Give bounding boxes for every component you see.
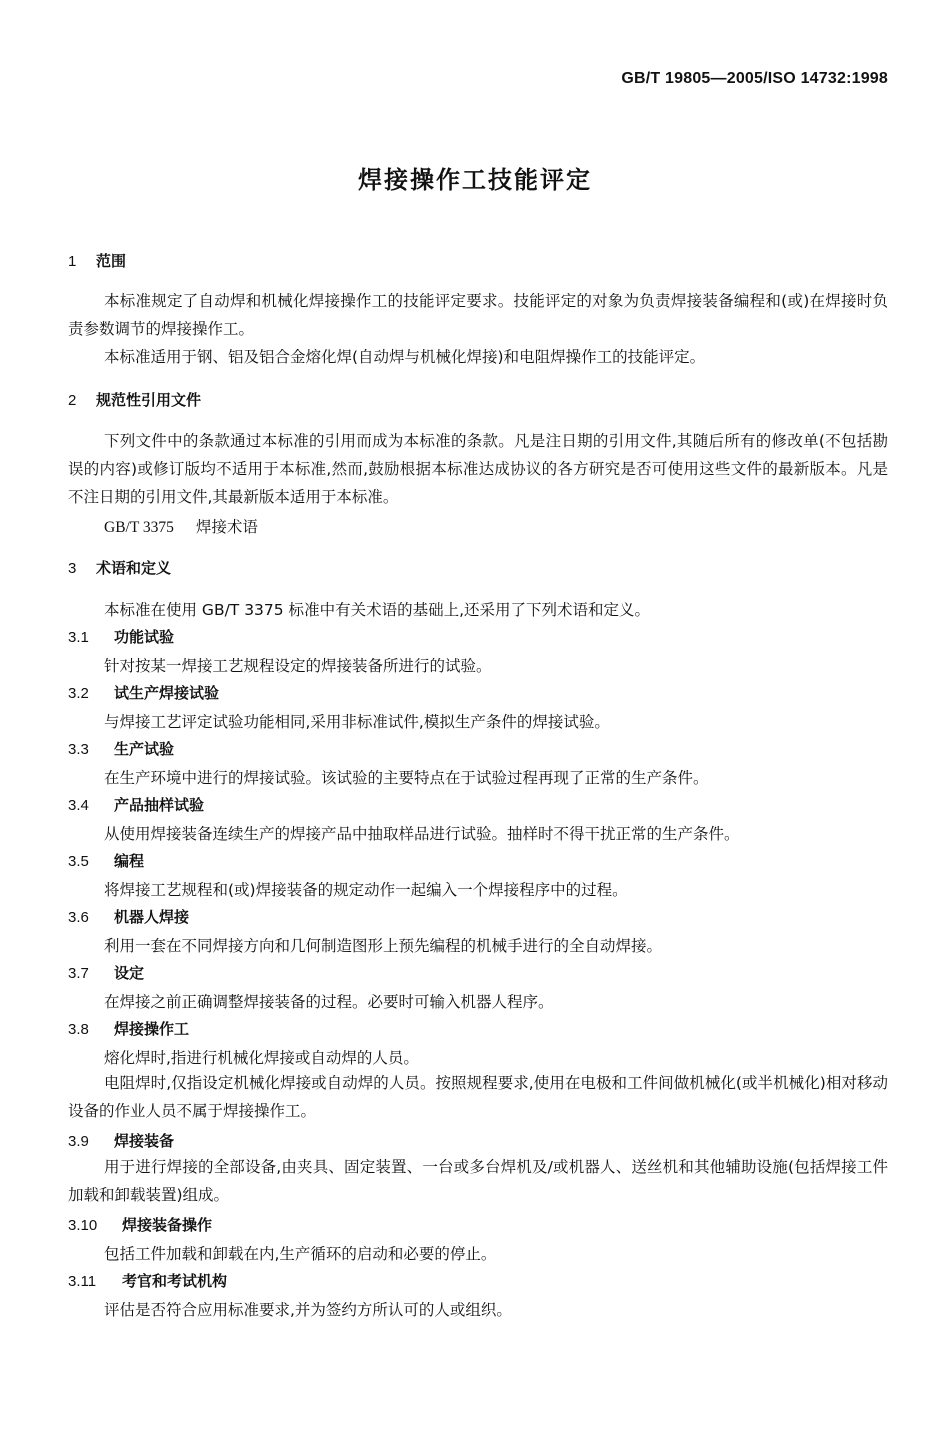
term-3-3-heading bbox=[68, 738, 174, 759]
term-3-7-definition: 在焊接之前正确调整焊接装备的过程。必要时可输入机器人程序。 bbox=[104, 993, 554, 1011]
term-number: 3.4 bbox=[68, 797, 89, 814]
term-3-11-definition: 评估是否符合应用标准要求,并为签约方所认可的人或组织。 bbox=[104, 1301, 512, 1319]
term-3-1-definition: 针对按某一焊接工艺规程设定的焊接装备所进行的试验。 bbox=[104, 657, 492, 675]
term-3-8-definition: 熔化焊时,指进行机械化焊接或自动焊的人员。 bbox=[104, 1049, 419, 1067]
term-title: 编程 bbox=[114, 852, 145, 870]
term-3-6-heading bbox=[68, 906, 189, 927]
term-3-7-heading bbox=[68, 962, 144, 983]
term-3-6-definition: 利用一套在不同焊接方向和几何制造图形上预先编程的机械手进行的全自动焊接。 bbox=[104, 937, 663, 955]
section-1-paragraph-2: 本标准适用于钢、铝及铝合金熔化焊(自动焊与机械化焊接)和电阻焊操作工的技能评定。 bbox=[104, 348, 706, 366]
term-3-4-heading bbox=[68, 794, 204, 815]
page-title: 焊接操作工技能评定 bbox=[358, 166, 592, 194]
term-3-1-heading bbox=[68, 626, 174, 647]
section-1-paragraph-1: 本标准规定了自动焊和机械化焊接操作工的技能评定要求。技能评定的对象为负责焊接装备编程和(或)在焊接时负责参数调节的焊接操作工。 bbox=[68, 292, 888, 338]
normative-reference bbox=[104, 515, 258, 537]
term-3-8-heading bbox=[68, 1018, 189, 1039]
standard-code: GB/T 19805—2005/ISO 14732:1998 bbox=[621, 70, 888, 87]
term-3-5-definition: 将焊接工艺规程和(或)焊接装备的规定动作一起编入一个焊接程序中的过程。 bbox=[104, 881, 628, 899]
section-2-paragraph: 下列文件中的条款通过本标准的引用而成为本标准的条款。凡是注日期的引用文件,其随后所有的修改单(不包括勘误的内容)或修订版均不适用于本标准,然而,鼓励根据本标准达成协议的各方研究是否可使用这些文件的最新版本。凡是不注日期的引用文件,其最新版本适用于本标准。 bbox=[68, 432, 888, 506]
term-3-8-definition-2: 电阻焊时,仅指设定机械化焊接或自动焊的人员。按照规程要求,使用在电极和工件间做机械化(或半机械化)相对移动设备的作业人员不属于焊接操作工。 bbox=[68, 1074, 888, 1120]
term-title: 焊接装备 bbox=[114, 1132, 175, 1150]
term-3-10-definition: 包括工件加载和卸载在内,生产循环的启动和必要的停止。 bbox=[104, 1245, 497, 1263]
term-number: 3.6 bbox=[68, 909, 89, 926]
section-number: 1 bbox=[68, 253, 77, 270]
term-title: 功能试验 bbox=[114, 628, 175, 646]
section-3-intro: 本标准在使用 GB/T 3375 标准中有关术语的基础上,还采用了下列术语和定义。 bbox=[104, 601, 650, 619]
section-3-heading bbox=[68, 557, 171, 578]
term-3-2-definition: 与焊接工艺评定试验功能相同,采用非标准试件,模拟生产条件的焊接试验。 bbox=[104, 713, 610, 731]
term-number: 3.7 bbox=[68, 965, 89, 982]
section-number: 3 bbox=[68, 560, 77, 577]
section-number: 2 bbox=[68, 392, 77, 409]
term-title: 试生产焊接试验 bbox=[114, 684, 220, 702]
term-number: 3.10 bbox=[68, 1217, 98, 1234]
term-number: 3.5 bbox=[68, 853, 89, 870]
term-number: 3.2 bbox=[68, 685, 89, 702]
section-2-heading bbox=[68, 389, 201, 410]
term-number: 3.3 bbox=[68, 741, 89, 758]
reference-title: 焊接术语 bbox=[195, 518, 258, 536]
section-title: 规范性引用文件 bbox=[96, 391, 202, 409]
term-number: 3.11 bbox=[68, 1273, 97, 1290]
term-3-4-definition: 从使用焊接装备连续生产的焊接产品中抽取样品进行试验。抽样时不得干扰正常的生产条件。 bbox=[104, 825, 740, 843]
term-title: 焊接操作工 bbox=[114, 1020, 190, 1038]
term-number: 3.8 bbox=[68, 1021, 89, 1038]
term-title: 焊接装备操作 bbox=[122, 1216, 213, 1234]
term-3-5-heading bbox=[68, 850, 144, 871]
reference-code: GB/T 3375 bbox=[104, 519, 174, 536]
term-3-10-heading bbox=[68, 1214, 212, 1235]
term-3-9-definition: 用于进行焊接的全部设备,由夹具、固定装置、一台或多台焊机及/或机器人、送丝机和其他辅助设施(包括焊接工件加载和卸载装置)组成。 bbox=[68, 1158, 888, 1204]
term-3-3-definition: 在生产环境中进行的焊接试验。该试验的主要特点在于试验过程再现了正常的生产条件。 bbox=[104, 769, 709, 787]
term-title: 生产试验 bbox=[114, 740, 175, 758]
term-number: 3.9 bbox=[68, 1133, 89, 1150]
term-title: 机器人焊接 bbox=[114, 908, 190, 926]
term-3-9-heading bbox=[68, 1130, 174, 1151]
section-1-heading bbox=[68, 250, 126, 271]
section-title: 范围 bbox=[96, 252, 127, 270]
term-number: 3.1 bbox=[68, 629, 89, 646]
section-title: 术语和定义 bbox=[96, 559, 172, 577]
term-title: 产品抽样试验 bbox=[114, 796, 205, 814]
term-title: 设定 bbox=[114, 964, 145, 982]
term-title: 考官和考试机构 bbox=[122, 1272, 228, 1290]
term-3-2-heading bbox=[68, 682, 219, 703]
term-3-11-heading bbox=[68, 1270, 227, 1291]
